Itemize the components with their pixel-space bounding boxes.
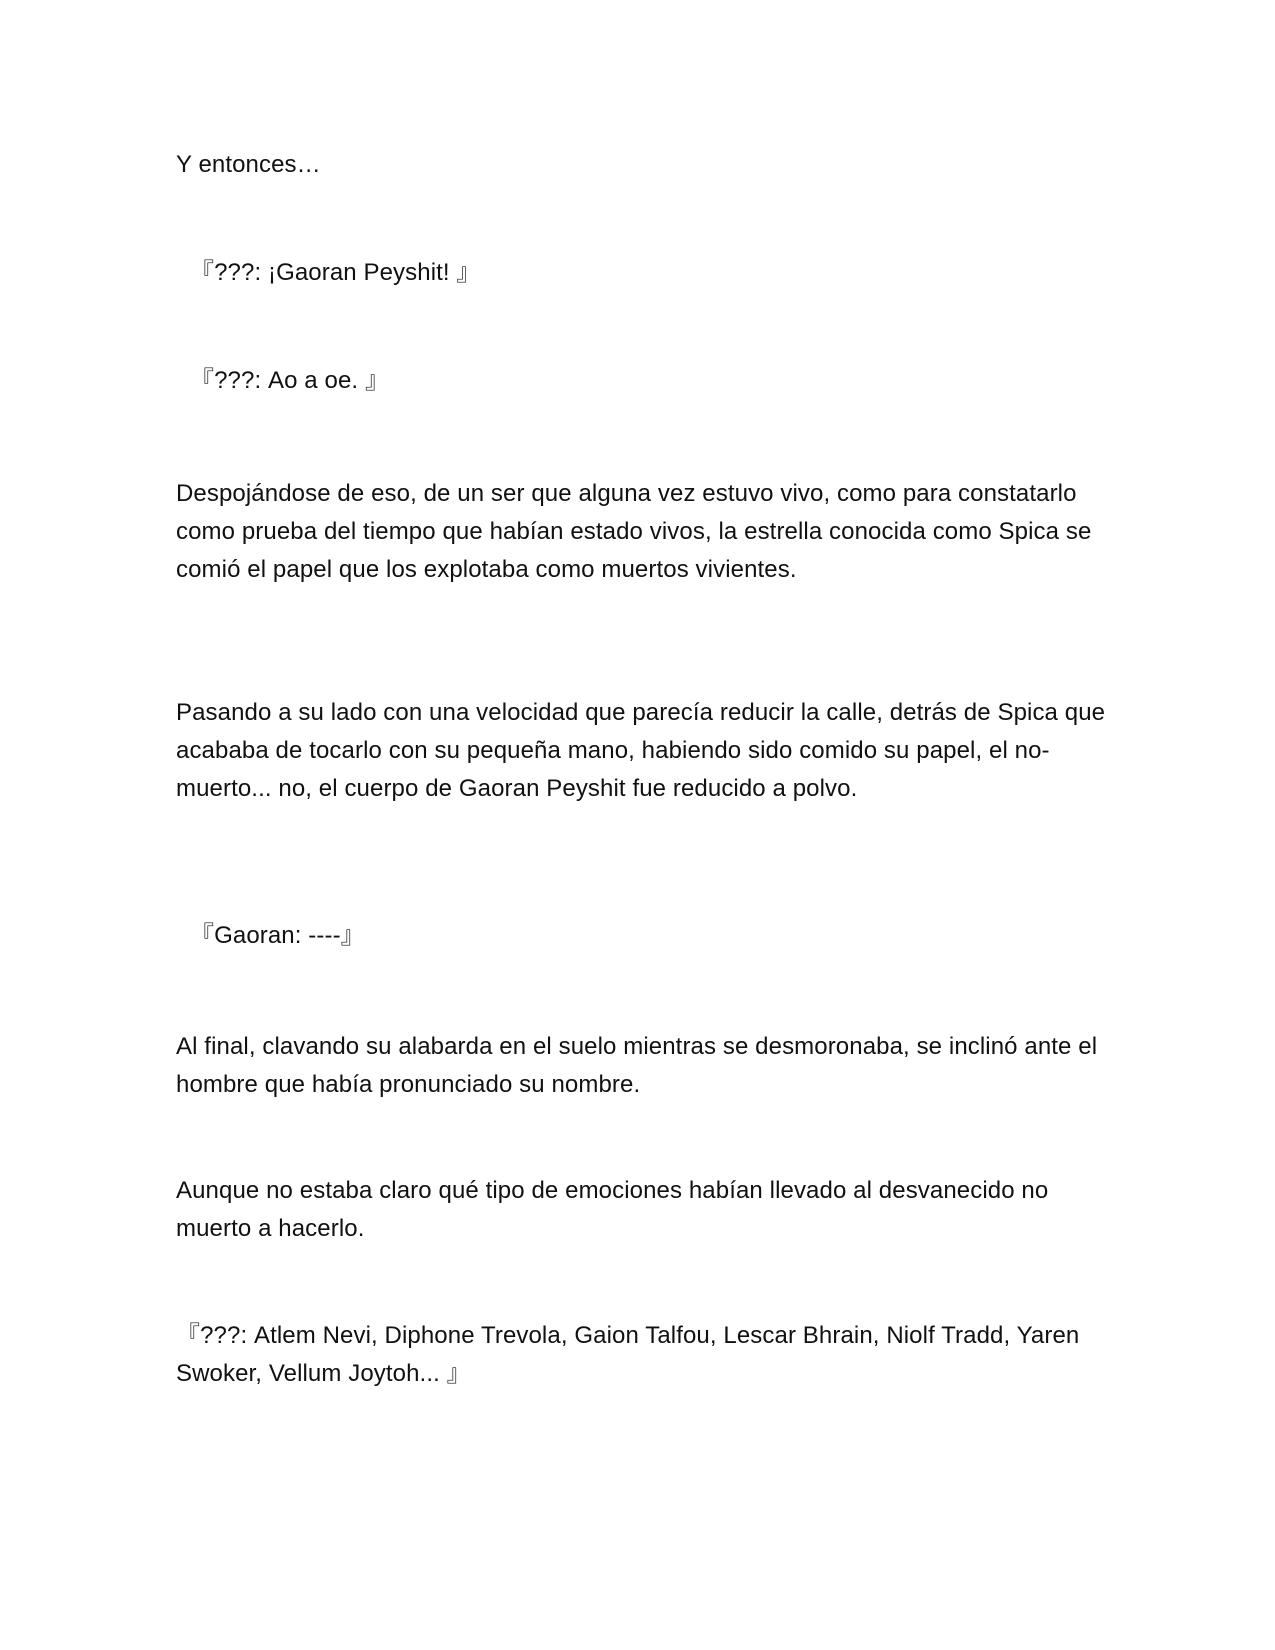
paragraph-emotions: Aunque no estaba claro qué tipo de emociones habían llevado al desvanecido no muerto a hacerlo. [176, 1177, 1049, 1242]
paragraph-spica: Despojándose de eso, de un ser que alguna vez estuvo vivo, como para constatarlo como prueba del tiempo que habían estado vivos, la estrella conocida como Spica se comió el papel que los explotaba como muertos vivientes. [176, 480, 1092, 583]
paragraph-intro: Y entonces… [176, 151, 321, 178]
paragraph-halberd: Al final, clavando su alabarda en el suelo mientras se desmoronaba, se inclinó ante el hombre que había pronunciado su nombre. [176, 1033, 1098, 1098]
dialogue-line-gaoran: 『Gaoran: ----』 [190, 922, 365, 949]
dialogue-line-1: 『???: ¡Gaoran Peyshit! 』 [190, 259, 481, 286]
dialogue-line-2: 『???: Ao a oe. 』 [190, 367, 390, 394]
paragraph-gaoran-dust: Pasando a su lado con una velocidad que parecía reducir la calle, detrás de Spica que acababa de tocarlo con su pequeña mano, habiendo sido comido su papel, el no-muerto... no, el cuerpo de Gaoran Peyshit fue reducido a polvo. [176, 699, 1106, 802]
dialogue-names-list: 『???: Atlem Nevi, Diphone Trevola, Gaion Talfou, Lescar Bhrain, Niolf Tradd, Yaren Swoker, Vellum Joytoh... 』 [176, 1322, 1080, 1387]
